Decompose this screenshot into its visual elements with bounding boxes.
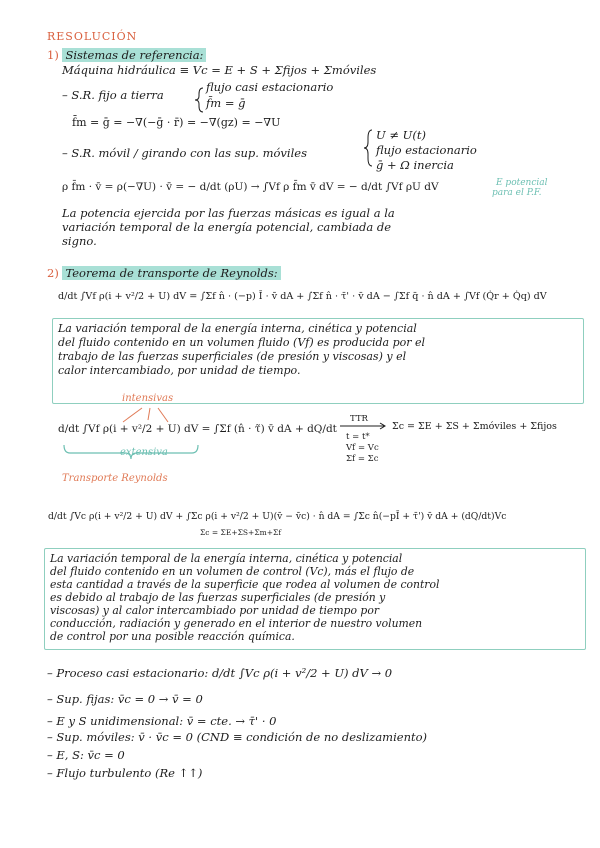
box2-line-3: esta cantidad a través de la superficie que rodea al volumen de control [50,578,440,591]
ttr-condition-2: Vf = Vc [346,443,379,453]
ttr-label: TTR [350,414,368,424]
label-intensivas: intensivas [122,393,174,404]
eq3-subscript: Σc = ΣE+ΣS+Σm+Σf [200,528,282,537]
mobile-frame-cond-2: flujo estacionario [376,143,477,157]
list-item-4: – Sup. móviles: v̄ · v̄c = 0 (CND ≡ condición de no deslizamiento) [47,730,428,744]
section1-number: 1) [47,48,59,62]
box2-line-7: de control por una posible reacción química. [50,630,295,643]
energy-equation-volume-fluid: d/dt ∫Vf ρ(i + v²/2 + U) dV = ∫Σf n̂ · (−p) Ī · v̄ dA + ∫Σf n̂ · τ̄' · v̄ dA − ∫Σf q̄ · n̂ dA + ∫Vf (Q̇r + Q̇q) dV [58,291,547,302]
box2-line-4: es debido al trabajo de las fuerzas superficiales (de presión y [50,591,386,604]
section1-text-1: La potencia ejercida por las fuerzas másicas es igual a la [62,206,395,220]
power-equation: ρ f̄m · v̄ = ρ(−∇U) · v̄ = − d/dt (ρU) → ∫Vf ρ f̄m v̄ dV = − d/dt ∫Vf ρU dV [62,181,439,193]
energy-equation-short: d/dt ∫Vf ρ(i + v²/2 + U) dV = ∫Σf (n̂ · τ̃) v̄ dA + dQ/dt [58,423,337,435]
fixed-frame-label: – S.R. fijo a tierra [62,88,164,102]
brace-mobile [364,130,372,166]
mobile-frame-label: – S.R. móvil / girando con las sup. móviles [62,146,307,160]
arrow-intensivas-2 [148,408,150,420]
section1-text-2: variación temporal de la energía potencial, cambiada de [62,220,392,234]
box1-line-1: La variación temporal de la energía interna, cinética y potencial [58,322,417,335]
list-item-2: – Sup. fijas: v̄c = 0 → v̄ = 0 [47,692,203,706]
section2-title [47,266,281,280]
list-item-1: – Proceso casi estacionario: d/dt ∫Vc ρ(i + v²/2 + U) dV → 0 [47,666,393,680]
arrow-intensivas-1 [123,408,142,422]
machine-definition: Máquina hidráulica ≡ Vc = E + S + Σfijos + Σmóviles [62,63,377,77]
list-item-5: – E, S: v̄c = 0 [47,748,125,762]
section2-number: 2) [47,266,59,280]
section2-title-text: Teorema de transporte de Reynolds: [62,266,280,280]
box2-line-2: del fluido contenido en un volumen de control (Vc), más el flujo de [50,565,415,578]
box2-line-1: La variación temporal de la energía interna, cinética y potencial [50,552,403,565]
note-potential-1: E potencial [496,178,548,188]
label-extensiva: extensiva [120,447,168,458]
mobile-frame-cond-1: U ≠ U(t) [376,128,426,142]
fixed-frame-cond-2: f̄m = ḡ [206,96,246,110]
list-item-6: – Flujo turbulento (Re ↑↑) [47,766,203,780]
box1-line-2: del fluido contenido en un volumen fluido (Vf) es producida por el [58,336,426,349]
control-surface-definition: Σc = ΣE + ΣS + Σmóviles + Σfijos [392,421,557,432]
label-transporte-reynolds: Transporte Reynolds [62,473,168,484]
box1-line-4: calor intercambiado, por unidad de tiempo. [58,364,301,377]
section1-title [47,48,206,62]
ttr-condition-1: t = t* [346,432,370,442]
header-label: RESOLUCIÓN [47,30,138,43]
note-potential-2: para el P.F. [492,188,542,198]
body-force-equation: f̄m = ḡ = −∇(−ḡ · r̄) = −∇(gz) = −∇U [72,116,281,129]
list-item-3: – E y S unidimensional: v̄ = cte. → τ̄' · 0 [47,714,277,728]
box2-line-6: conducción, radiación y generado en el interior de nuestro volumen [50,617,423,630]
box1-line-3: trabajo de las fuerzas superficiales (de presión y viscosas) y el [58,350,407,363]
brace-fixed [195,88,203,112]
energy-equation-control-volume: d/dt ∫Vc ρ(i + v²/2 + U) dV + ∫Σc ρ(i + v²/2 + U)(v̄ − v̄c) · n̂ dA = ∫Σc n̂(−pĪ + τ̄') v̄ dA + (dQ/dt)Vc [48,511,507,522]
ttr-condition-3: Σf = Σc [346,454,379,464]
arrow-intensivas-3 [158,408,168,422]
mobile-frame-cond-3: ḡ + Ω inercia [376,158,454,172]
section1-title-text: Sistemas de referencia: [62,48,206,62]
fixed-frame-cond-1: flujo casi estacionario [206,80,334,94]
box2-line-5: viscosas) y al calor intercambiado por unidad de tiempo por [50,604,379,617]
section1-text-3: signo. [62,234,97,248]
